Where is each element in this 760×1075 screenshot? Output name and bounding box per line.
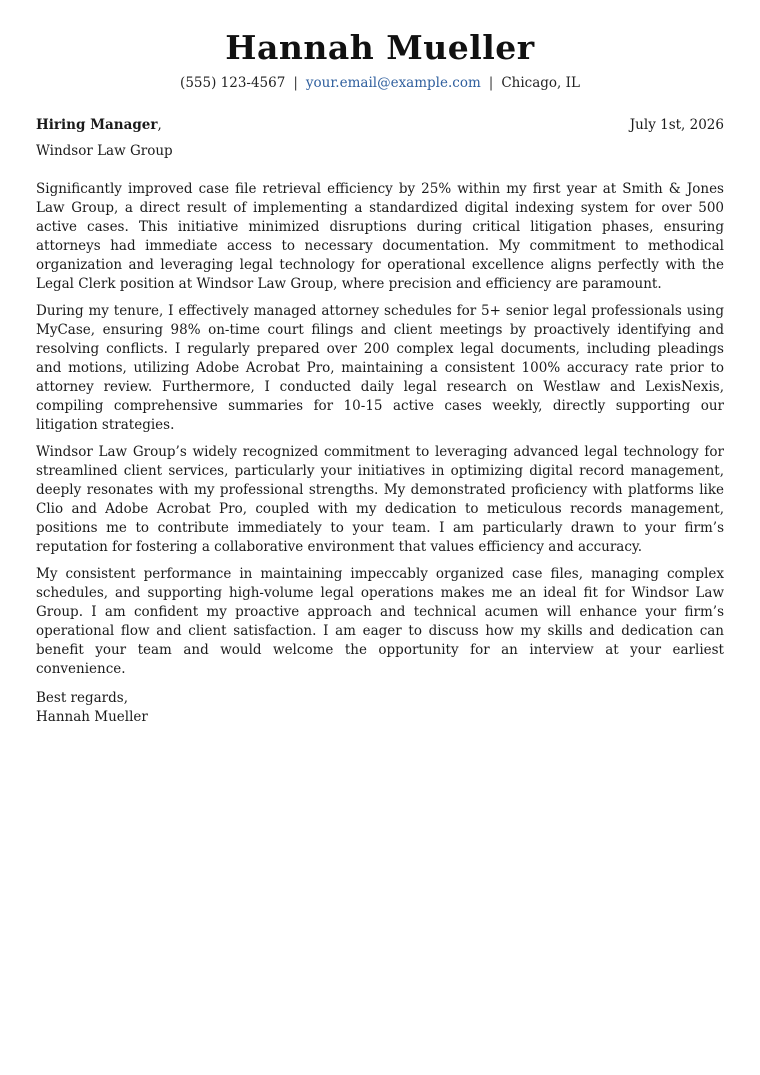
recipient-row [36, 116, 724, 134]
letter-body [36, 180, 724, 679]
cover-letter-page [36, 28, 724, 727]
phone-number: (555) 123-4567 [180, 75, 286, 91]
contact-separator: | [488, 75, 494, 91]
location: Chicago, IL [501, 75, 580, 91]
recipient-block [36, 116, 162, 134]
contact-separator: | [293, 75, 298, 91]
body-paragraph: Windsor Law Group’s widely recognized commitment to leveraging advanced legal technology for streamlined client services, particularly your initiatives in optimizing digital record management, deeply resonates with my professional strengths. My demonstrated proficiency with platforms like Clio and Adobe Acrobat Pro, coupled with my dedication to meticulous records management, positions me to contribute immediately to your team. I am particularly drawn to your firm’s reputation for fostering a collaborative environment that values efficiency and accuracy. [36, 444, 724, 555]
recipient-name-suffix: , [157, 117, 162, 133]
contact-line [36, 74, 724, 92]
email-link[interactable]: your.email@example.com [305, 75, 481, 91]
recipient-name: Hiring Manager [36, 117, 158, 133]
applicant-name: Hannah Mueller [225, 28, 535, 67]
closing-block [36, 689, 724, 727]
signature-name: Hannah Mueller [36, 709, 148, 725]
letter-date: July 1st, 2026 [629, 117, 724, 133]
body-paragraph: My consistent performance in maintaining impeccably organized case files, managing complex schedules, and supporting high-volume legal operations makes me an ideal fit for Windsor Law Group. I am confident my proactive approach and technical acumen will enhance your firm’s operational flow and client satisfaction. I am eager to discuss how my skills and dedication can benefit your team and would welcome the opportunity for an interview at your earliest convenience. [36, 566, 724, 677]
closing-salutation: Best regards, [36, 690, 129, 706]
body-paragraph: Significantly improved case file retrieval efficiency by 25% within my first year at Smith & Jones Law Group, a direct result of implementing a standardized digital indexing system for over 500 active cases. This initiative minimized disruptions during critical litigation phases, ensuring attorneys had immediate access to necessary documentation. My commitment to methodical organization and leveraging legal technology for operational excellence aligns perfectly with the Legal Clerk position at Windsor Law Group, where precision and efficiency are paramount. [36, 181, 724, 292]
body-paragraph: During my tenure, I effectively managed attorney schedules for 5+ senior legal professionals using MyCase, ensuring 98% on-time court filings and client meetings by proactively identifying and resolving conflicts. I regularly prepared over 200 complex legal documents, including pleadings and motions, utilizing Adobe Acrobat Pro, maintaining a consistent 100% accuracy rate prior to attorney review. Furthermore, I conducted daily legal research on Westlaw and LexisNexis, compiling comprehensive summaries for 10-15 active cases weekly, directly supporting our litigation strategies. [36, 303, 724, 433]
recipient-company: Windsor Law Group [36, 143, 173, 159]
